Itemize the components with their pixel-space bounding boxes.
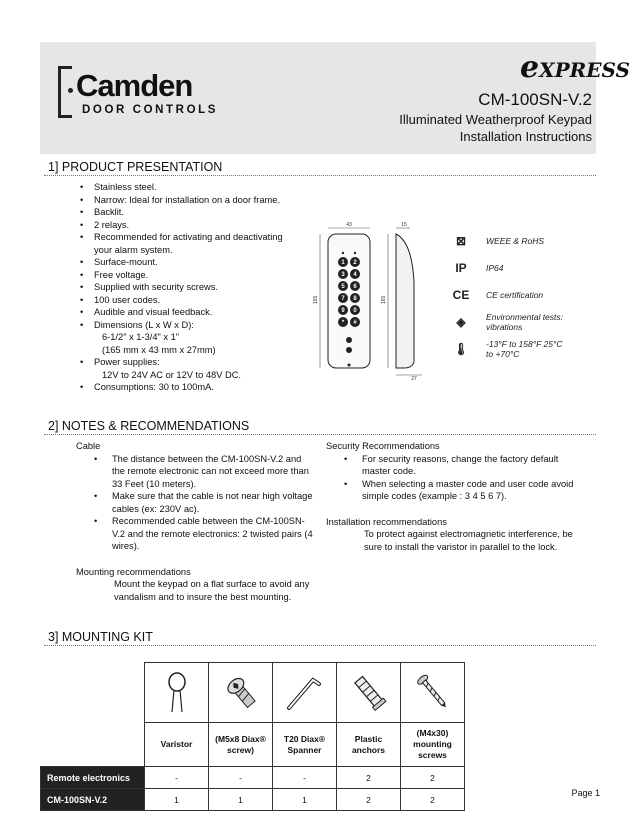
certification-list xyxy=(450,227,600,362)
feature-item xyxy=(80,231,290,256)
keypad-key-label: 2 xyxy=(353,260,357,267)
security-title: Security Recommendations xyxy=(326,441,440,451)
doc-subtitle: Installation Instructions xyxy=(459,129,592,144)
keypad-key-label: 6 xyxy=(353,284,357,291)
blank-cell xyxy=(41,663,145,723)
feature-list xyxy=(80,181,290,394)
column-header-line: anchors xyxy=(351,744,386,755)
feature-item xyxy=(80,206,290,219)
cable-item: • Recommended cable between the CM-100SN-V.2 and the remote electronics: 2 twisted pairs (4 wires). xyxy=(94,515,316,553)
feature-text: Stainless steel. xyxy=(94,182,157,192)
feature-text: Consumptions: 30 to 100mA. xyxy=(94,382,214,392)
logo-dot xyxy=(68,88,73,93)
feature-item xyxy=(80,256,290,269)
table-cell: 1 xyxy=(209,789,273,811)
express-e: e xyxy=(520,50,540,85)
varistor-icon xyxy=(145,663,209,723)
keypad-key-label: 7 xyxy=(341,296,345,303)
column-header xyxy=(337,723,401,767)
feature-text: Power supplies: xyxy=(94,357,160,367)
keypad-key-label: * xyxy=(341,320,345,327)
cable-item: • The distance between the CM-100SN-V.2 and the remote electronic can not exceed more than 33 Feet (10 meters). xyxy=(94,453,316,491)
section3-title: 3] MOUNTING KIT xyxy=(48,630,153,644)
feature-text: Recommended for activating and deactivating your alarm system. xyxy=(94,232,283,255)
section2-title: 2] NOTES & RECOMMENDATIONS xyxy=(48,419,250,433)
screw-head-icon xyxy=(209,663,273,723)
table-cell: 2 xyxy=(337,767,401,789)
column-header-line: (M5x8 Diax® xyxy=(215,733,266,744)
table-cell: - xyxy=(209,767,273,789)
table-cell: 2 xyxy=(401,789,465,811)
column-header-line: mounting xyxy=(413,739,452,749)
cert-label: CE certification xyxy=(486,289,544,300)
column-header-line: T20 Diax® xyxy=(283,733,326,744)
column-header-line: (M4x30) xyxy=(416,728,449,738)
column-header xyxy=(209,723,273,767)
security-item: • For security reasons, change the factory default master code. xyxy=(344,453,576,478)
logo-brand: Camden xyxy=(76,68,193,103)
blank-cell xyxy=(41,723,145,767)
column-header xyxy=(401,723,465,767)
column-header-line: Varistor xyxy=(160,739,193,749)
feature-text: Supplied with security screws. xyxy=(94,282,219,292)
express-rest: XPRESS xyxy=(539,58,630,82)
screw-icon xyxy=(401,663,465,723)
cert-label: Environmental tests: vibrations xyxy=(486,311,564,332)
anchor-icon xyxy=(337,663,401,723)
row-label: CM-100SN-V.2 xyxy=(41,789,145,811)
keypad-function-key xyxy=(346,337,352,343)
feature-item xyxy=(80,194,290,207)
cert-row xyxy=(450,227,600,254)
dim-height-front-label: 165 xyxy=(313,295,319,304)
cable-title: Cable xyxy=(76,441,101,451)
install-title: Installation recommendations xyxy=(326,516,447,527)
table-cell: 2 xyxy=(337,789,401,811)
section3-divider xyxy=(44,645,596,646)
cert-label: -13°F to 158°F 25°C to +70°C xyxy=(486,338,563,359)
led-indicator xyxy=(354,252,356,254)
table-cell: 1 xyxy=(273,789,337,811)
cert-row xyxy=(450,254,600,281)
table-cell: - xyxy=(145,767,209,789)
model-title: CM-100SN-V.2 xyxy=(478,90,592,109)
cert-row xyxy=(450,308,600,335)
keypad-key-label: 9 xyxy=(341,308,345,315)
cert-label: WEEE & RoHS xyxy=(486,235,545,246)
keypad-key-label: 5 xyxy=(341,284,345,291)
feature-item xyxy=(80,181,290,194)
keypad-key-label: 0 xyxy=(353,308,357,315)
keypad-key-label: 3 xyxy=(341,272,345,279)
cert-row xyxy=(450,335,600,362)
keypad-function-key xyxy=(346,347,352,353)
column-header-line: Spanner xyxy=(287,744,322,755)
notes-left xyxy=(76,440,316,603)
row-label: Remote electronics xyxy=(41,767,145,789)
mounting-text: Mount the keypad on a flat surface to avoid any vandalism and to insure the best mounting. xyxy=(114,579,310,602)
feature-text: Free voltage. xyxy=(94,269,149,280)
feature-subtext: 6-1/2" x 1-3/4" x 1" xyxy=(102,332,180,342)
security-item: • When selecting a master code and user code avoid simple codes (example : 3 4 5 6 7). xyxy=(344,478,576,503)
camden-logo xyxy=(58,66,228,126)
label-row xyxy=(41,723,465,767)
mounting-kit-table xyxy=(40,662,465,811)
led-indicator xyxy=(342,252,344,254)
feature-text: Audible and visual feedback. xyxy=(94,307,213,317)
keypad-side xyxy=(396,234,414,368)
mount-screw-mark xyxy=(348,364,351,367)
feature-text: 100 user codes. xyxy=(94,294,161,305)
ip64-icon: IP xyxy=(455,260,467,275)
feature-text: Narrow: Ideal for installation on a door frame. xyxy=(94,194,281,205)
product-subtitle: Illuminated Weatherproof Keypad xyxy=(399,112,592,127)
keypad-key-label: 8 xyxy=(353,296,357,303)
column-header-line: screw) xyxy=(227,744,254,755)
feature-item xyxy=(80,319,290,357)
feature-item xyxy=(80,306,290,319)
column-header xyxy=(273,723,337,767)
table-row xyxy=(41,767,465,789)
keypad-key-label: 4 xyxy=(353,272,357,279)
icon-row xyxy=(41,663,465,723)
table-cell: 2 xyxy=(401,767,465,789)
keypad-diagram xyxy=(308,222,428,382)
thermometer-icon: 🌡 xyxy=(453,341,469,356)
feature-text: Dimensions (L x W x D): xyxy=(94,319,194,330)
feature-subtext: 12V to 24V AC or 12V to 48V DC. xyxy=(102,369,242,380)
dim-depth-label: 27 xyxy=(411,376,417,382)
express-logo xyxy=(520,50,630,85)
dim-width-label: 43 xyxy=(346,222,352,228)
feature-text: 2 relays. xyxy=(94,219,130,230)
feature-item xyxy=(80,269,290,282)
section2-divider xyxy=(44,434,596,435)
mounting-title: Mounting recommendations xyxy=(76,566,191,577)
column-header xyxy=(145,723,209,767)
column-header-line: Plastic xyxy=(354,733,383,744)
vibration-icon: ◈ xyxy=(456,314,466,329)
feature-item xyxy=(80,356,290,381)
table-cell: 1 xyxy=(145,789,209,811)
cert-label: IP64 xyxy=(486,262,504,273)
weee-icon: ⊠ xyxy=(455,233,467,248)
feature-item xyxy=(80,281,290,294)
table-cell: - xyxy=(273,767,337,789)
ce-icon: CE xyxy=(452,287,470,302)
feature-item xyxy=(80,219,290,232)
notes-right xyxy=(326,440,576,553)
section1-title: 1] PRODUCT PRESENTATION xyxy=(48,160,223,174)
keypad-key-label: # xyxy=(353,320,357,327)
section1-divider xyxy=(44,175,596,176)
cert-row xyxy=(450,281,600,308)
keypad-key-label: 1 xyxy=(341,260,345,267)
feature-text: Surface-mount. xyxy=(94,257,158,267)
dim-height-side-label: 165 xyxy=(381,295,387,304)
page-number: Page 1 xyxy=(571,788,600,798)
feature-text: Backlit. xyxy=(94,207,124,217)
cable-list xyxy=(76,453,316,553)
feature-item xyxy=(80,381,290,394)
security-list xyxy=(326,453,576,503)
table-row xyxy=(41,789,465,811)
spanner-icon xyxy=(273,663,337,723)
feature-subtext: (165 mm x 43 mm x 27mm) xyxy=(102,344,216,355)
dim-depth-top-label: 15 xyxy=(401,222,407,228)
top-margin xyxy=(0,0,638,30)
logo-subtitle: DOOR CONTROLS xyxy=(82,104,219,116)
install-text: To protect against electromagnetic interference, be sure to install the varistor in parallel to the lock. xyxy=(364,529,573,552)
column-header-line: screws xyxy=(418,750,447,760)
cable-item: • Make sure that the cable is not near high voltage cables (ex: 230V ac). xyxy=(94,490,316,515)
feature-item xyxy=(80,294,290,307)
